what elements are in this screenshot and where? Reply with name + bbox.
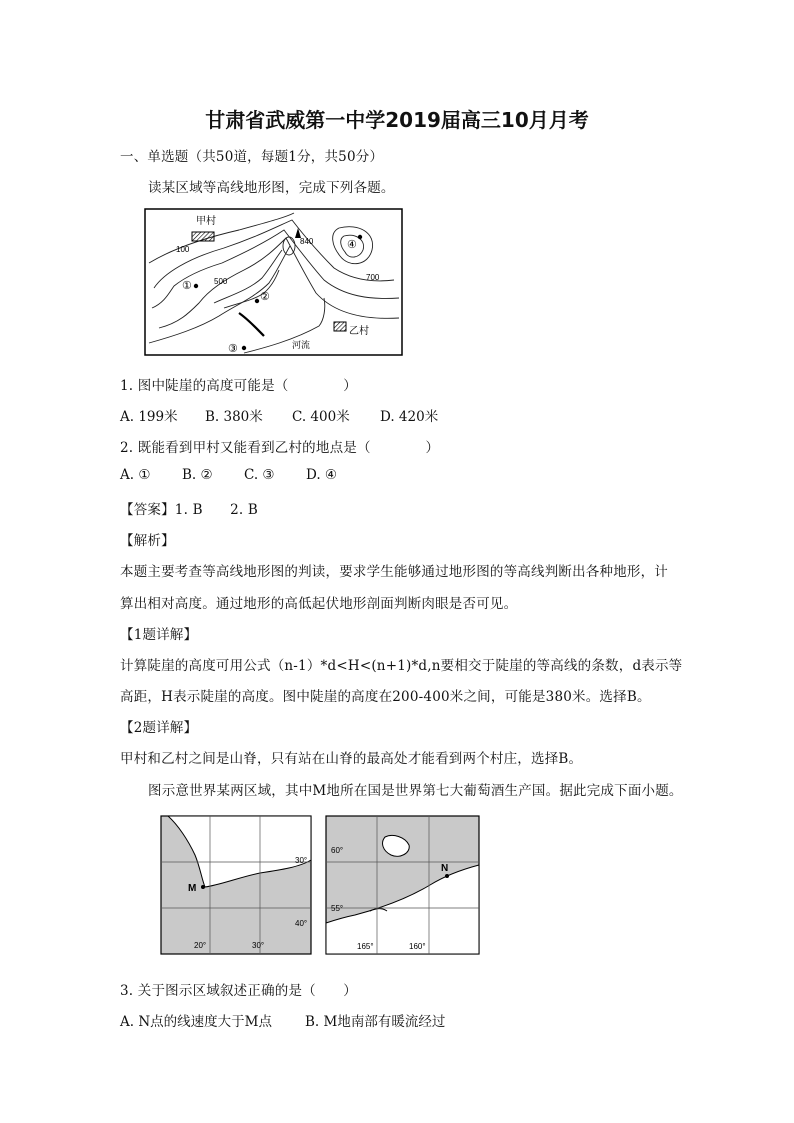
contour-map xyxy=(144,208,404,358)
peak-elevation-label: 840 xyxy=(300,237,314,246)
section-heading: 一、单选题（共50道，每题1分，共50分） xyxy=(120,149,384,165)
yicun-label: 乙村 xyxy=(349,326,369,337)
point-2-label: ② xyxy=(260,291,270,303)
intro-text-1: 读某区域等高线地形图，完成下列各题。 xyxy=(148,180,395,196)
q2-option-b[interactable]: B. ② xyxy=(182,467,213,483)
analysis-line-1: 本题主要考查等高线地形图的判读，要求学生能够通过地形图的等高线判断出各种地形，计 xyxy=(120,564,668,580)
q1-option-b[interactable]: B. 380米 xyxy=(205,409,263,425)
lat-30-label: 30° xyxy=(295,856,308,865)
detail-2-line-1: 甲村和乙村之间是山脊，只有站在山脊的最高处才能看到两个村庄，选择B。 xyxy=(120,751,583,767)
lat-55-label: 55° xyxy=(331,904,344,913)
analysis-line-2: 算出相对高度。通过地形的高低起伏地形剖面判断肉眼是否可见。 xyxy=(120,596,518,612)
region-map-n xyxy=(325,815,480,955)
lon-160-label: 160° xyxy=(409,942,426,951)
point-m-label: M xyxy=(188,883,197,894)
page-title: 甘肃省武威第一中学2019届高三10月月考 xyxy=(205,108,589,132)
q1-option-c[interactable]: C. 400米 xyxy=(292,409,350,425)
q2-option-a[interactable]: A. ① xyxy=(120,467,151,483)
lon-30-label: 30° xyxy=(252,941,265,950)
q1-option-a[interactable]: A. 199米 xyxy=(120,409,178,425)
region-map-m xyxy=(160,815,312,955)
point-3-label: ③ xyxy=(228,343,238,355)
q1-option-d[interactable]: D. 420米 xyxy=(380,409,439,425)
answer-line: 【答案】1. B 2. B xyxy=(120,502,258,518)
contour-100-label: 100 xyxy=(176,245,190,254)
jiacun-label: 甲村 xyxy=(196,216,216,227)
q2-option-d[interactable]: D. ④ xyxy=(306,467,338,483)
point-n-label: N xyxy=(441,863,449,874)
lon-20-label: 20° xyxy=(194,941,207,950)
q2-option-c[interactable]: C. ③ xyxy=(244,467,275,483)
lat-60-label: 60° xyxy=(331,846,344,855)
detail-1-line-1: 计算陡崖的高度可用公式（n-1）*d<H<(n+1)*d,n要相交于陡崖的等高线的条数，d表示等 xyxy=(120,658,683,674)
question-3-stem: 3. 关于图示区域叙述正确的是（ ） xyxy=(120,983,357,999)
contour-500-label: 500 xyxy=(214,277,228,286)
lat-40-label: 40° xyxy=(295,919,308,928)
contour-700-label: 700 xyxy=(366,273,380,282)
intro-text-2: 图示意世界某两区域，其中M地所在国是世界第七大葡萄酒生产国。据此完成下面小题。 xyxy=(148,783,683,799)
point-1-label: ① xyxy=(182,280,192,292)
lon-165-label: 165° xyxy=(357,942,374,951)
q3-option-b[interactable]: B. M地南部有暖流经过 xyxy=(305,1014,446,1030)
river-label: 河流 xyxy=(292,340,311,350)
question-1-stem: 1. 图中陡崖的高度可能是（ ） xyxy=(120,378,357,394)
detail-2-heading: 【2题详解】 xyxy=(120,720,198,736)
question-2-stem: 2. 既能看到甲村又能看到乙村的地点是（ ） xyxy=(120,440,440,456)
detail-1-heading: 【1题详解】 xyxy=(120,627,198,643)
analysis-heading: 【解析】 xyxy=(120,533,175,549)
point-4-label: ④ xyxy=(347,239,357,251)
detail-1-line-2: 高距，H表示陡崖的高度。图中陡崖的高度在200-400米之间，可能是380米。选择B。 xyxy=(120,689,651,705)
q3-option-a[interactable]: A. N点的线速度大于M点 xyxy=(120,1014,272,1030)
